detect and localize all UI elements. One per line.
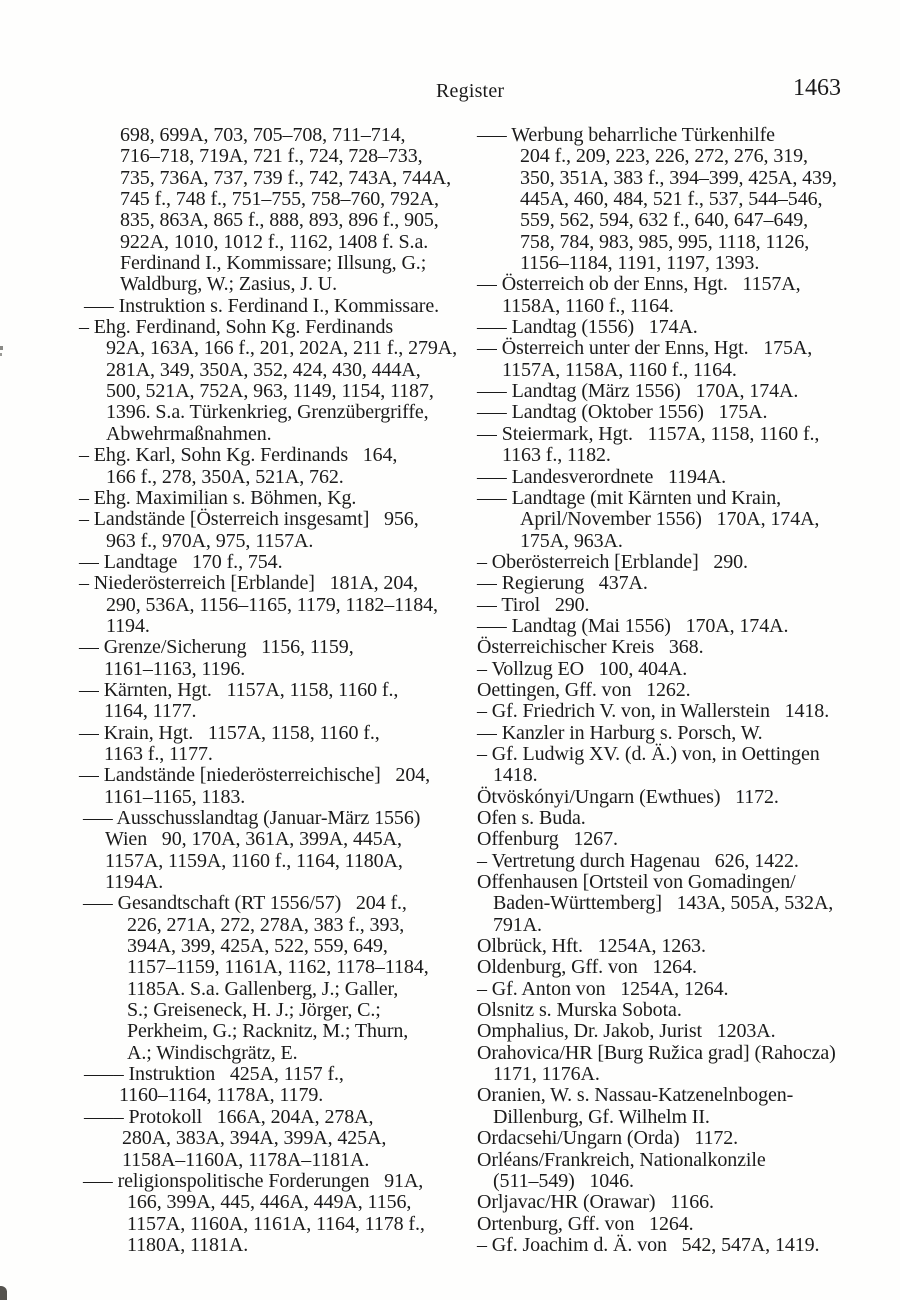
index-line: – Vertretung durch Hagenau 626, 1422. [477,849,799,872]
index-line: Olbrück, Hft. 1254A, 1263. [477,935,706,958]
index-line: 735, 736A, 737, 739 f., 742, 743A, 744A, [120,166,451,189]
index-line: – Gf. Friedrich V. von, in Wallerstein 1418. [477,700,830,723]
index-line: –– Grenze/Sicherung 1156, 1159, [79,636,354,659]
index-line: –– Krain, Hgt. 1157A, 1158, 1160 f., [79,721,380,744]
index-line: ––– Instruktion s. Ferdinand I., Kommissare. [84,294,440,317]
index-line: – Ehg. Ferdinand, Sohn Kg. Ferdinands [79,316,394,339]
index-line: –– Landstände [niederösterreichische] 204, [79,764,431,787]
index-line: 922A, 1010, 1012 f., 1162, 1408 f. S.a. [120,230,429,253]
index-line: – Ehg. Maximilian s. Böhmen, Kg. [79,486,357,509]
index-line: 758, 784, 983, 985, 995, 1118, 1126, [520,230,810,253]
index-line: ––– Gesandtschaft (RT 1556/57) 204 f., [83,892,407,915]
index-line: 1160–1164, 1178A, 1179. [119,1084,324,1107]
index-line: Ofen s. Buda. [477,807,586,829]
page-number: 1463 [793,75,841,101]
index-line: Omphalius, Dr. Jakob, Jurist 1203A. [477,1020,776,1043]
index-line: 1171, 1176A. [493,1063,600,1086]
running-head: Register [436,80,505,102]
index-line: 445A, 460, 484, 521 f., 537, 544–546, [520,188,823,211]
index-line: ––– Landtage (mit Kärnten und Krain, [477,486,782,509]
index-line: –– Kärnten, Hgt. 1157A, 1158, 1160 f., [79,678,399,701]
scan-artifact [0,346,3,350]
index-line: Perkheim, G.; Racknitz, M.; Thurn, [127,1020,409,1043]
index-line: 280A, 383A, 394A, 399A, 425A, [122,1127,387,1150]
index-line: 963 f., 970A, 975, 1157A. [106,529,314,552]
index-line: Orahovica/HR [Burg Ružica grad] (Rahocza) [477,1041,836,1064]
index-line: Wien 90, 170A, 361A, 399A, 445A, [105,828,402,851]
index-line: –––– Protokoll 166A, 204A, 278A, [84,1105,374,1128]
index-line: 290, 536A, 1156–1165, 1179, 1182–1184, [106,593,438,616]
index-line: 500, 521A, 752A, 963, 1149, 1154, 1187, [106,380,434,403]
scan-artifact [0,1286,7,1300]
index-line: Olsnitz s. Murska Sobota. [477,999,682,1022]
index-line: 1163 f., 1182. [502,444,611,467]
index-column-left [79,125,475,1256]
index-line: S.; Greiseneck, H. J.; Jörger, C.; [127,999,381,1022]
index-line: 1396. S.a. Türkenkrieg, Grenzübergriffe, [106,401,429,424]
index-line: Österreichischer Kreis 368. [477,636,704,659]
index-line: 791A. [493,913,542,936]
index-line: ––– religionspolitische Forderungen 91A, [83,1169,424,1192]
index-line: Oldenburg, Gff. von 1264. [477,956,697,979]
index-line: Orléans/Frankreich, Nationalkonzile [477,1148,766,1171]
index-line: – Ehg. Karl, Sohn Kg. Ferdinands 164, [79,444,398,467]
index-line: Dillenburg, Gf. Wilhelm II. [493,1105,710,1128]
index-line: 745 f., 748 f., 751–755, 758–760, 792A, [120,188,439,211]
index-line: 716–718, 719A, 721 f., 724, 728–733, [120,145,423,168]
index-line: Abwehrmaßnahmen. [106,422,272,445]
index-line: 226, 271A, 272, 278A, 383 f., 393, [127,913,405,936]
index-line: 559, 562, 594, 632 f., 640, 647–649, [520,209,809,232]
index-line: 1157–1159, 1161A, 1162, 1178–1184, [127,956,429,979]
index-line: Ötvöskónyi/Ungarn (Ewthues) 1172. [477,785,779,808]
index-line: ––– Ausschusslandtag (Januar-März 1556) [83,807,421,829]
index-line: 92A, 163A, 166 f., 201, 202A, 211 f., 279A, [106,337,458,360]
index-line: 1185A. S.a. Gallenberg, J.; Galler, [127,977,399,1000]
scan-artifact [0,353,2,356]
index-line: 204 f., 209, 223, 226, 272, 276, 319, [520,145,808,168]
index-column-right [477,125,900,1256]
index-line: – Gf. Ludwig XV. (d. Ä.) von, in Oettingen [477,742,820,765]
index-line: 1418. [493,764,538,787]
index-line: – Niederösterreich [Erblande] 181A, 204, [79,572,419,595]
index-line: 1194A. [105,871,164,894]
index-line: Offenburg 1267. [477,828,618,851]
index-line: –– Regierung 437A. [477,572,648,595]
index-line: –– Steiermark, Hgt. 1157A, 1158, 1160 f., [477,422,820,445]
index-line: A.; Windischgrätz, E. [127,1041,298,1064]
index-line: 175A, 963A. [520,529,623,552]
index-line: 1157A, 1159A, 1160 f., 1164, 1180A, [105,849,403,872]
index-line: Orljavac/HR (Orawar) 1166. [477,1191,714,1214]
index-line: 1157A, 1160A, 1161A, 1164, 1178 f., [127,1212,425,1235]
index-line: Ferdinand I., Kommissare; Illsung, G.; [120,252,427,275]
index-line: –– Österreich ob der Enns, Hgt. 1157A, [477,273,801,296]
index-line: 394A, 399, 425A, 522, 559, 649, [127,935,388,958]
index-line: ––– Landtag (März 1556) 170A, 174A. [477,380,799,403]
index-line: 1158A, 1160 f., 1164. [502,294,674,317]
index-line: Oettingen, Gff. von 1262. [477,678,691,701]
index-line: Baden-Württemberg] 143A, 505A, 532A, [493,892,834,915]
index-line: Ortenburg, Gff. von 1264. [477,1212,694,1235]
index-line: 166, 399A, 445, 446A, 449A, 1156, [127,1191,412,1214]
index-line: April/November 1556) 170A, 174A, [520,508,820,531]
index-line: – Landstände [Österreich insgesamt] 956, [79,508,419,531]
index-line: 1164, 1177. [104,700,197,723]
index-line: 1161–1163, 1196. [104,657,246,680]
index-line: 1156–1184, 1191, 1197, 1393. [520,252,760,275]
index-line: – Vollzug EO 100, 404A. [477,657,688,680]
index-line: Waldburg, W.; Zasius, J. U. [120,273,337,296]
index-line: ––– Werbung beharrliche Türkenhilfe [477,124,775,146]
index-line: Ordacsehi/Ungarn (Orda) 1172. [477,1127,739,1150]
index-line: 1194. [106,614,150,637]
index-line: –––– Instruktion 425A, 1157 f., [84,1063,344,1086]
index-line: ––– Landtag (Mai 1556) 170A, 174A. [477,614,789,637]
index-line: 1158A–1160A, 1178A–1181A. [122,1148,370,1171]
index-line: –– Landtage 170 f., 754. [79,550,283,573]
index-line: 1157A, 1158A, 1160 f., 1164. [502,358,737,381]
index-line: ––– Landesverordnete 1194A. [477,465,727,488]
index-line: –– Österreich unter der Enns, Hgt. 175A, [477,337,813,360]
index-line: 166 f., 278, 350A, 521A, 762. [106,465,344,488]
index-line: ––– Landtag (1556) 174A. [477,316,698,339]
index-line: 350, 351A, 383 f., 394–399, 425A, 439, [520,166,837,189]
index-line: –– Tirol 290. [477,593,590,616]
index-line: –– Kanzler in Harburg s. Porsch, W. [477,721,763,744]
index-line: – Gf. Anton von 1254A, 1264. [477,977,729,1000]
index-line: Offenhausen [Ortsteil von Gomadingen/ [477,871,796,894]
index-line: (511–549) 1046. [493,1169,634,1192]
index-line: – Oberösterreich [Erblande] 290. [477,550,748,573]
index-line: Oranien, W. s. Nassau-Katzenelnbogen- [477,1084,794,1107]
index-line: – Gf. Joachim d. Ä. von 542, 547A, 1419. [477,1233,820,1256]
index-line: 835, 863A, 865 f., 888, 893, 896 f., 905, [120,209,439,232]
index-line: 1163 f., 1177. [104,742,213,765]
index-line: 1180A, 1181A. [127,1233,249,1256]
index-line: 281A, 349, 350A, 352, 424, 430, 444A, [106,358,421,381]
index-line: ––– Landtag (Oktober 1556) 175A. [477,401,768,424]
index-line: 1161–1165, 1183. [104,785,246,808]
index-line: 698, 699A, 703, 705–708, 711–714, [120,124,406,146]
